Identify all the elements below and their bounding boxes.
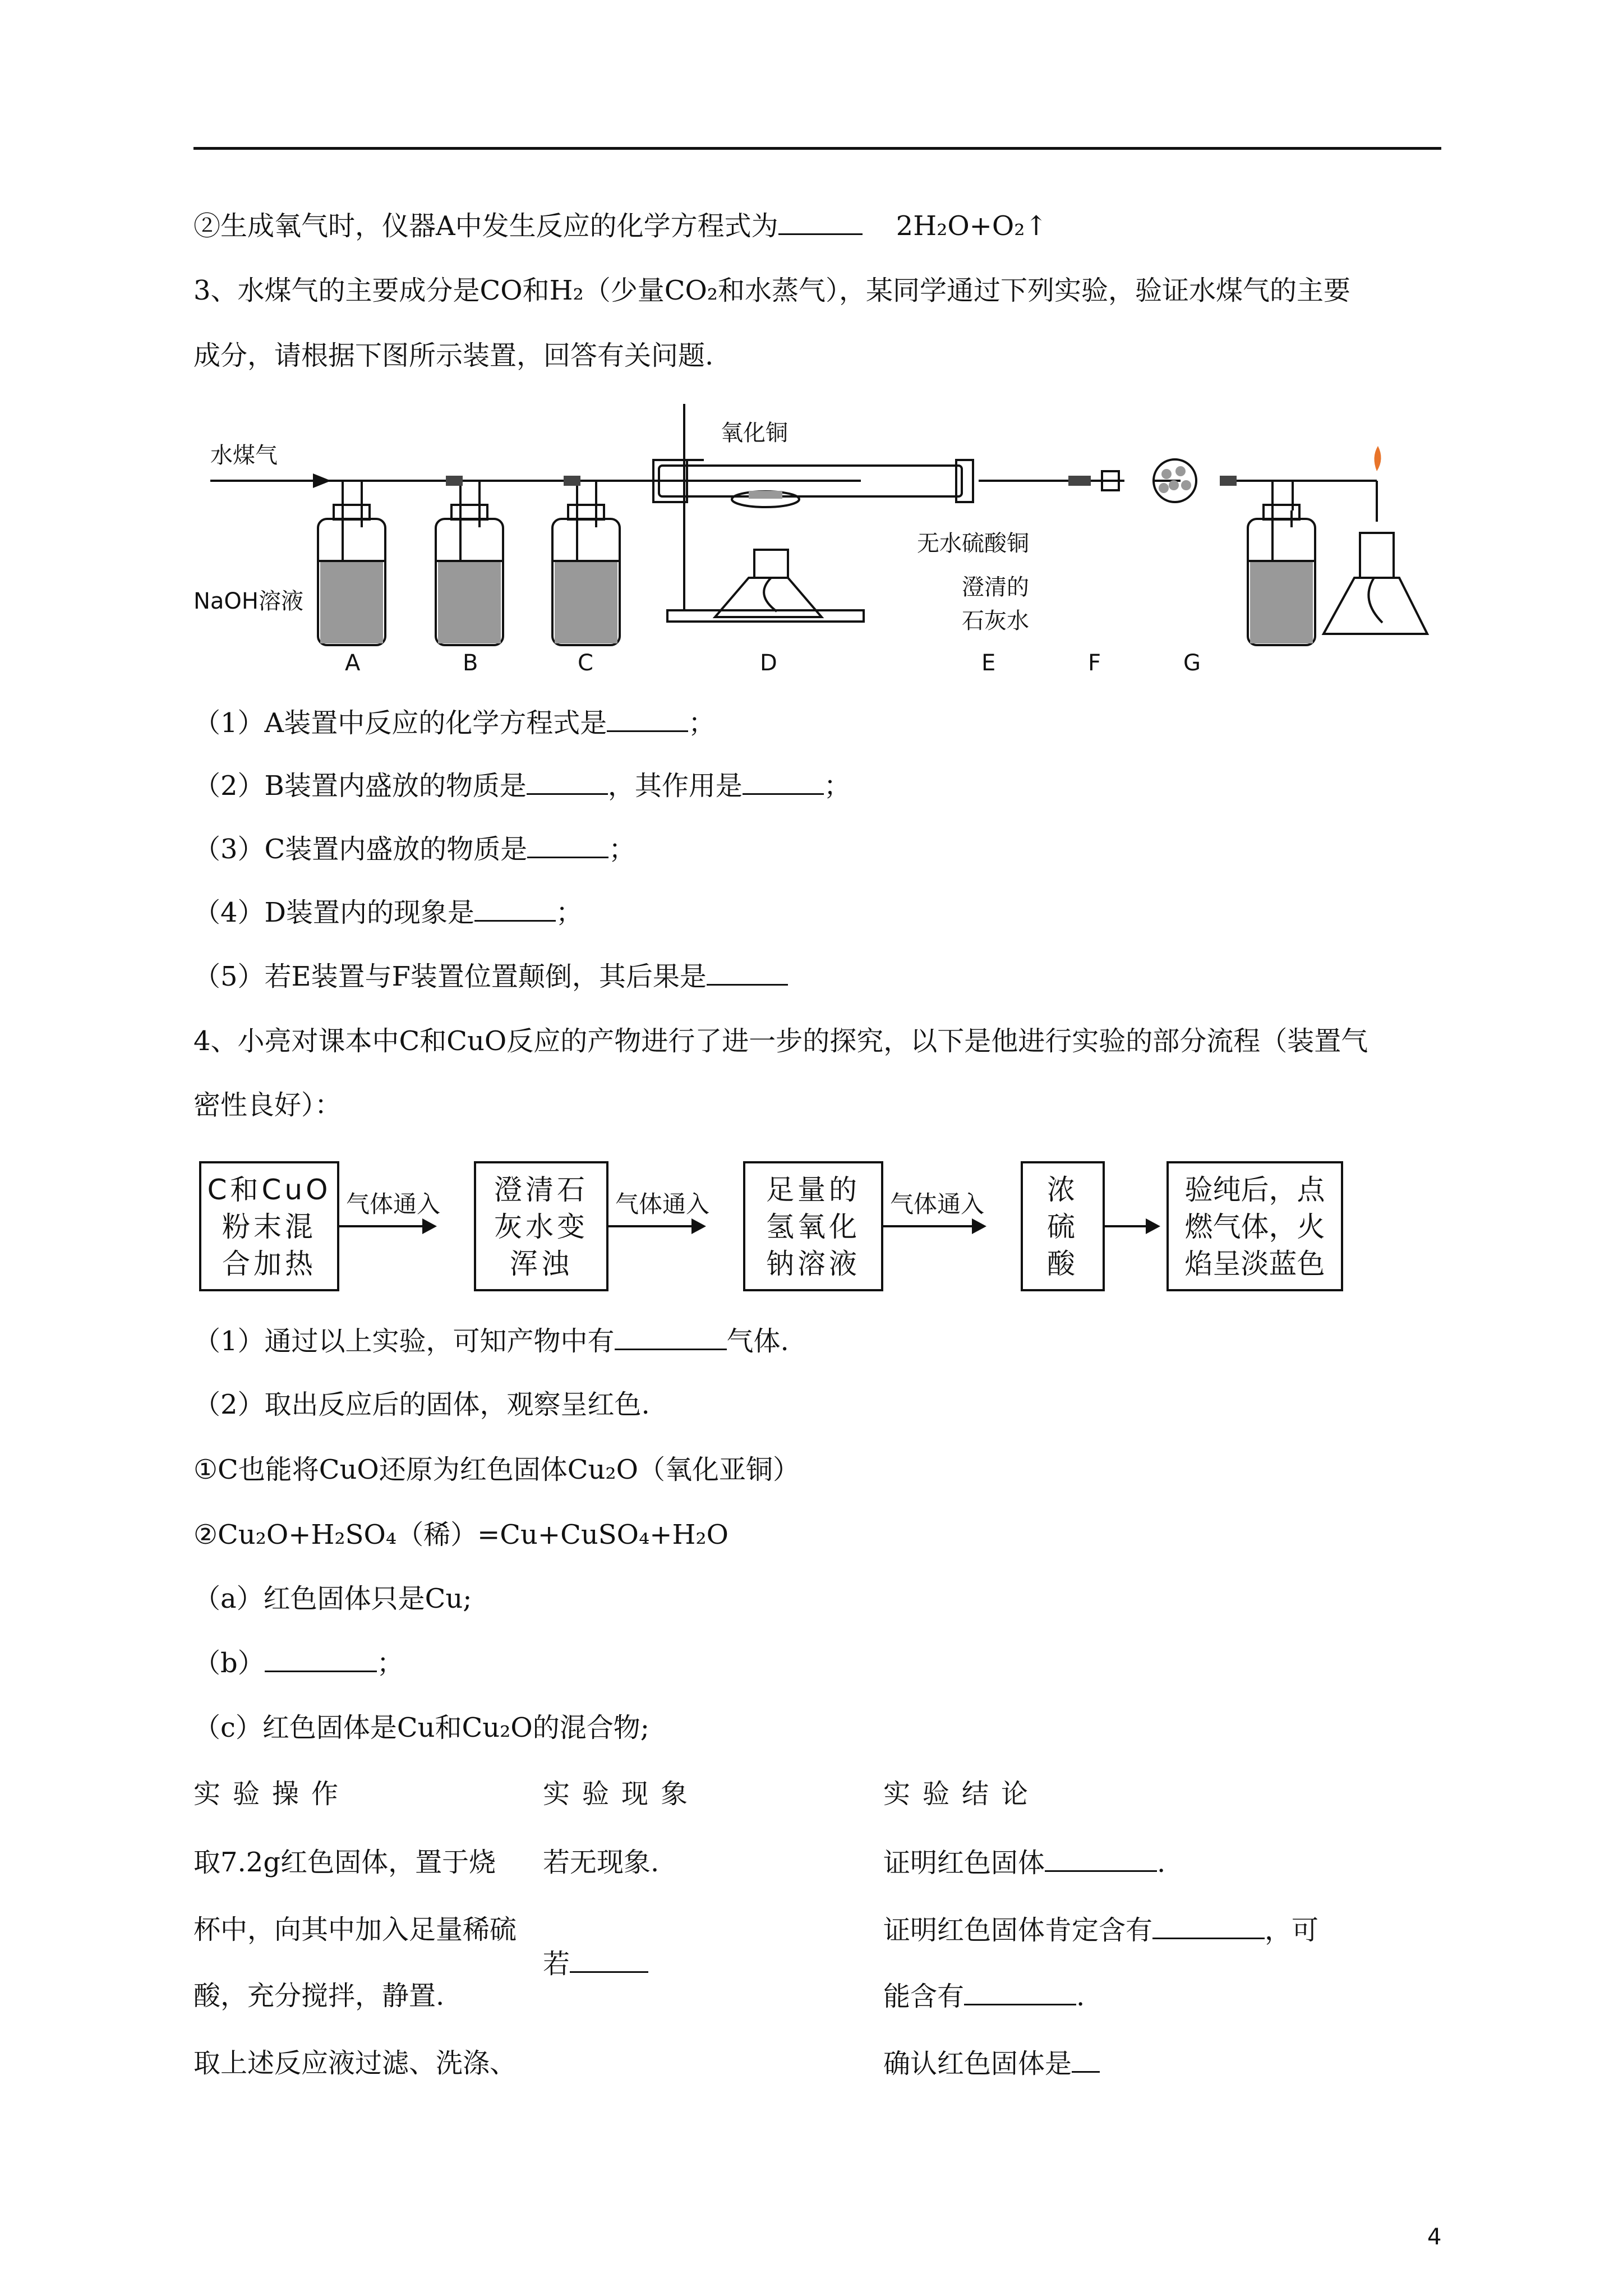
flow-step-2-line1: 澄清石 (494, 1174, 588, 1206)
limewater-label-1: 澄清的 (962, 574, 1029, 600)
table-conclusion-1 (883, 1846, 1165, 1880)
q2-item2-line (193, 209, 1048, 243)
table-phenomenon-2-text: 若 (543, 1948, 570, 1980)
q3-item2 (193, 769, 851, 803)
table-op-line4: 取上述反应液过滤、洗涤、 (193, 2047, 517, 2079)
flow-step-4 (1021, 1161, 1105, 1291)
flow-arrow-3 (883, 1225, 984, 1227)
table-phenomenon-1: 若无现象. (543, 1847, 660, 1878)
answer-blank (527, 769, 608, 795)
q3-item3 (193, 832, 635, 866)
flow-step-3-line3: 钠溶液 (766, 1248, 860, 1280)
page-number: 4 (1427, 2224, 1442, 2250)
q3-item4 (193, 895, 583, 930)
q3-item4-end: ； (556, 897, 583, 928)
q3-item5 (193, 959, 788, 993)
q4-item1-text: （1）通过以上实验，可知产物中有 (193, 1326, 615, 1357)
flow-step-2 (474, 1161, 608, 1291)
table-op-line2: 杯中，向其中加入足量稀硫 (193, 1914, 517, 1945)
q4-hyp-b-label: （b） (193, 1648, 265, 1679)
answer-blank (527, 832, 608, 858)
q4-hypothesis-c: （c）红色固体是Cu和Cu₂O的混合物; (193, 1712, 649, 1743)
q3-item1-end: ； (688, 707, 716, 739)
flow-step-3-line1: 足量的 (766, 1174, 860, 1206)
flow-step-3 (743, 1161, 883, 1291)
flow-step-3-line2: 氢氧化 (766, 1211, 860, 1243)
q4-hypothesis-a: （a）红色固体只是Cu; (193, 1583, 472, 1614)
answer-blank (607, 706, 688, 732)
table-conclusion-3 (883, 1979, 1085, 2013)
table-conclusion-3-end: . (1076, 1981, 1085, 2012)
q3-item1 (193, 706, 715, 740)
answer-blank (1045, 1846, 1157, 1872)
answer-blank (474, 895, 556, 922)
apparatus-figure (193, 393, 1450, 684)
q2-item2-formula: 2H₂O+O₂↑ (896, 210, 1048, 242)
table-conclusion-2 (883, 1913, 1318, 1947)
q4-info2: ②Cu₂O+H₂SO₄（稀）=Cu+CuSO₄+H₂O (193, 1519, 728, 1550)
answer-blank (707, 959, 788, 986)
q4-hyp-b-end: ； (376, 1648, 404, 1679)
answer-blank (1152, 1913, 1265, 1939)
naoh-label: NaOH溶液 (193, 588, 303, 614)
flow-arrow-label-2: 气体通入 (615, 1190, 710, 1218)
q3-item2-mid: ，其作用是 (607, 770, 743, 802)
letter-a: A (345, 650, 361, 676)
q4-stem-line2: 密性良好）： (193, 1089, 342, 1121)
flow-step-5-line2: 燃气体，火 (1184, 1211, 1325, 1243)
letter-b: B (463, 650, 478, 676)
table-conclusion-4 (883, 2046, 1100, 2081)
flow-arrow-label-1: 气体通入 (346, 1190, 441, 1218)
answer-blank (265, 1646, 377, 1672)
flow-step-5-line3: 焰呈淡蓝色 (1184, 1248, 1325, 1280)
answer-blank (964, 1979, 1076, 2005)
table-op-line3: 酸，充分搅拌，静置. (193, 1980, 445, 2012)
answer-blank (743, 769, 824, 795)
letter-d: D (760, 650, 777, 676)
q4-info1: ①C也能将CuO还原为红色固体Cu₂O（氧化亚铜） (193, 1454, 800, 1485)
table-conclusion-4-text: 确认红色固体是 (883, 2048, 1072, 2079)
inlet-label: 水煤气 (210, 443, 278, 468)
flow-step-4-line1: 浓 (1047, 1174, 1078, 1206)
q4-hypothesis-b (193, 1646, 404, 1680)
table-header-conclusion: 实验结论 (883, 1778, 1041, 1810)
table-conclusion-1-end: . (1157, 1847, 1166, 1879)
q3-stem-line1: 3、水煤气的主要成分是CO和H₂（少量CO₂和水蒸气），某同学通过下列实验，验证水煤气的主要 (193, 275, 1351, 306)
q4-item1 (193, 1324, 789, 1358)
table-conclusion-2-end: ，可 (1265, 1915, 1319, 1946)
flow-arrow-4 (1105, 1225, 1158, 1227)
answer-blank (570, 1947, 648, 1973)
flow-step-4-line3: 酸 (1047, 1248, 1078, 1280)
q3-item3-text: （3）C装置内盛放的物质是 (193, 834, 528, 865)
flow-step-1-line3: 合加热 (222, 1248, 316, 1280)
q3-item1-text: （1）A装置中反应的化学方程式是 (193, 707, 607, 739)
letter-c: C (578, 650, 593, 676)
table-op-line1: 取7.2g红色固体，置于烧 (193, 1847, 496, 1878)
table-header-operation: 实验操作 (193, 1778, 351, 1810)
flow-step-1-line1: C和CuO (207, 1174, 331, 1206)
table-header-phenomenon: 实验现象 (543, 1778, 700, 1810)
table-conclusion-3-text: 能含有 (883, 1981, 965, 2012)
q4-item2: （2）取出反应后的固体，观察呈红色. (193, 1389, 650, 1420)
flow-arrow-2 (608, 1225, 704, 1227)
flow-step-1 (199, 1161, 339, 1291)
table-conclusion-2-text: 证明红色固体肯定含有 (883, 1915, 1153, 1946)
q3-item5-text: （5）若E装置与F装置位置颠倒，其后果是 (193, 961, 707, 992)
flow-arrow-label-3: 气体通入 (890, 1190, 985, 1218)
answer-blank (615, 1324, 727, 1350)
letter-g: G (1183, 650, 1201, 676)
q3-item4-text: （4）D装置内的现象是 (193, 897, 475, 928)
table-conclusion-1-text: 证明红色固体 (883, 1847, 1045, 1879)
answer-blank (1072, 2046, 1100, 2073)
flow-step-5-line1: 验纯后，点 (1184, 1174, 1325, 1206)
flow-diagram (193, 1150, 1349, 1296)
q4-item1-end: 气体. (726, 1326, 789, 1357)
flow-step-1-line2: 粉末混 (222, 1211, 316, 1243)
cuo-label: 氧化铜 (721, 420, 788, 446)
q3-item3-end: ； (608, 834, 636, 865)
flow-step-2-line3: 浑浊 (510, 1248, 573, 1280)
flow-step-2-line2: 灰水变 (494, 1211, 588, 1243)
q4-stem-line1: 4、小亮对课本中C和CuO反应的产物进行了进一步的探究，以下是他进行实验的部分流程（装置气 (193, 1025, 1368, 1057)
cuso4-label: 无水硫酸铜 (917, 531, 1029, 556)
table-phenomenon-2 (543, 1947, 648, 1981)
flame-icon (1374, 446, 1381, 471)
flow-step-5 (1166, 1161, 1343, 1291)
flow-step-4-line2: 硫 (1047, 1211, 1078, 1243)
header-rule (193, 147, 1441, 150)
q3-stem-line2: 成分，请根据下图所示装置，回答有关问题. (193, 340, 714, 371)
flow-arrow-1 (339, 1225, 435, 1227)
limewater-label-2: 石灰水 (962, 608, 1029, 634)
q3-item2-text: （2）B装置内盛放的物质是 (193, 770, 527, 802)
letter-f: F (1088, 650, 1101, 676)
q3-item2-end: ； (823, 770, 851, 802)
q2-item2-text: ②生成氧气时，仪器A中发生反应的化学方程式为 (193, 210, 778, 242)
letter-e: E (981, 650, 996, 676)
answer-blank (778, 209, 863, 235)
